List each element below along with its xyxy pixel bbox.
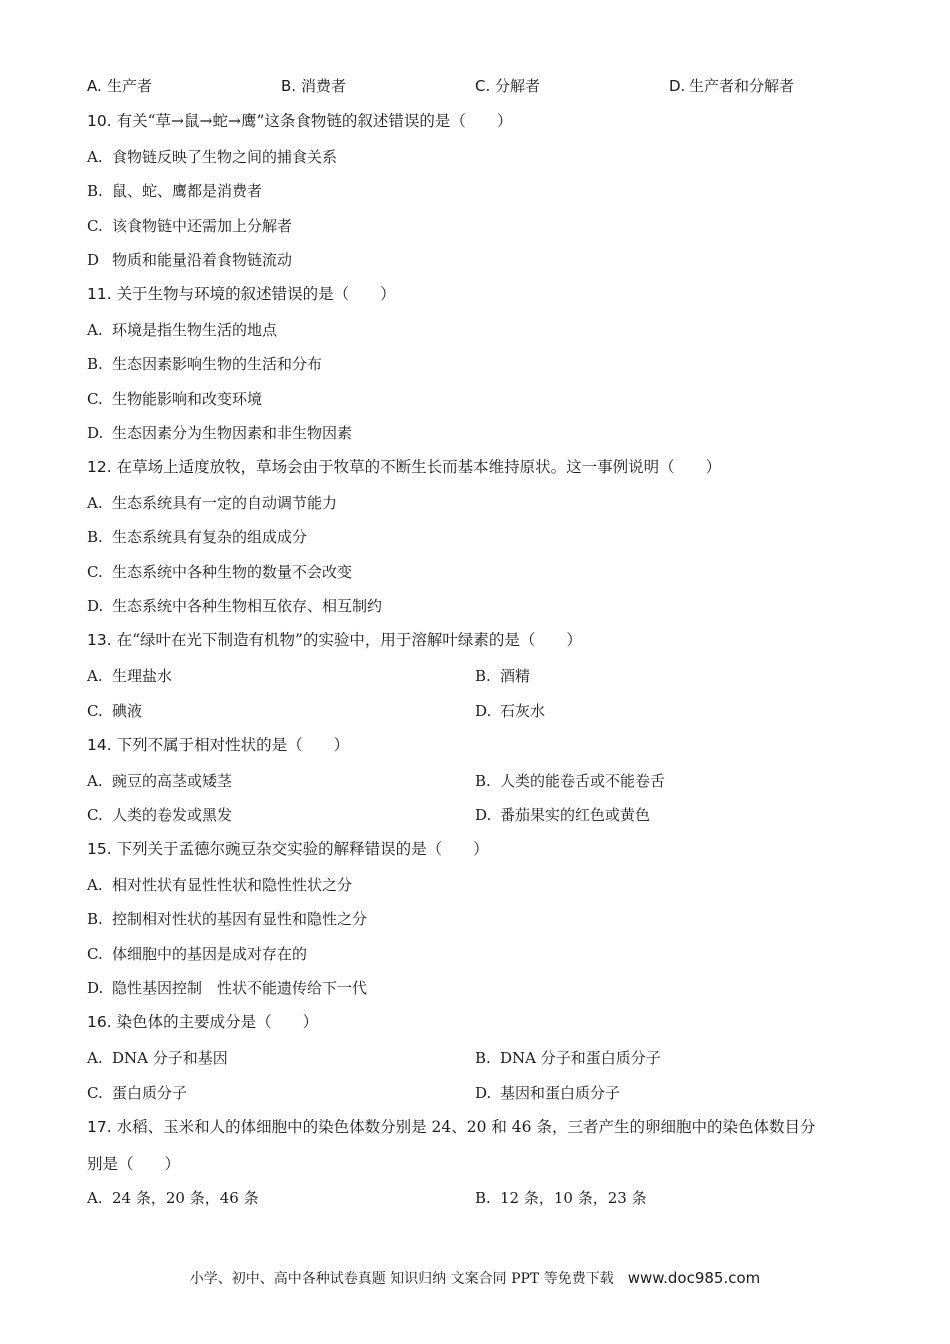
question-number: 17. <box>87 1118 112 1136</box>
option-text: 人类的能卷舌或不能卷舌 <box>500 772 666 790</box>
option-text: 碘液 <box>112 702 143 720</box>
option-label: C. <box>87 806 103 824</box>
q9-option-a <box>87 76 152 96</box>
q11-option-a <box>87 320 277 340</box>
question-number: 10. <box>87 112 112 130</box>
option-text: 鼠、蛇、鹰都是消费者 <box>112 182 263 200</box>
option-text: 生态因素分为生物因素和非生物因素 <box>112 424 353 442</box>
q9-option-d <box>669 76 794 96</box>
q12-option-b <box>87 527 307 547</box>
q15-option-a <box>87 875 352 895</box>
q14-option-b <box>475 771 665 791</box>
question-text: 水稻、玉米和人的体细胞中的染色体数分别是 24、20 和 46 条，三者产生的卵细胞中的染色体数目分 <box>111 1118 816 1136</box>
question-text: 染色体的主要成分是（ ） <box>111 1013 319 1031</box>
option-text: 基因和蛋白质分子 <box>500 1084 621 1102</box>
option-label: A. <box>87 772 103 790</box>
question-text: 有关“草→鼠→蛇→鹰”这条食物链的叙述错误的是（ ） <box>111 112 513 130</box>
option-text: 番茄果实的红色或黄色 <box>500 806 651 824</box>
q14-stem <box>87 735 349 755</box>
q11-option-d <box>87 423 352 443</box>
option-text: 生产者 <box>107 77 153 95</box>
q17-option-b <box>475 1188 647 1208</box>
q14-option-c <box>87 805 232 825</box>
option-text: 隐性基因控制 性状不能遗传给下一代 <box>112 979 368 997</box>
q10-option-b <box>87 181 262 201</box>
option-label: B. <box>87 528 103 546</box>
question-text: 别是（ ） <box>87 1155 181 1173</box>
option-text: DNA 分子和基因 <box>112 1049 228 1067</box>
option-text: 生态系统中各种生物相互依存、相互制约 <box>112 597 383 615</box>
option-text: 生产者和分解者 <box>689 77 795 95</box>
option-text: 物质和能量沿着食物链流动 <box>112 251 293 269</box>
option-label: B. <box>475 772 491 790</box>
option-text: 生态系统具有一定的自动调节能力 <box>112 494 338 512</box>
q12-option-c <box>87 562 352 582</box>
option-label: B. <box>281 77 297 95</box>
q13-option-b <box>475 666 530 686</box>
option-label: B. <box>87 910 103 928</box>
option-text: 12 条，10 条，23 条 <box>500 1189 647 1207</box>
option-label: D. <box>87 979 104 997</box>
option-label: A. <box>87 148 103 166</box>
option-text: 24 条，20 条，46 条 <box>112 1189 259 1207</box>
question-number: 11. <box>87 285 112 303</box>
option-label: B. <box>475 1049 491 1067</box>
option-label: B. <box>87 182 103 200</box>
option-text: 控制相对性状的基因有显性和隐性之分 <box>112 910 368 928</box>
q15-option-d <box>87 978 367 998</box>
option-text: 豌豆的高茎或矮茎 <box>112 772 233 790</box>
option-label: A. <box>87 876 103 894</box>
question-text: 在草场上适度放牧，草场会由于牧草的不断生长而基本维持原状。这一事例说明（ ） <box>111 458 722 476</box>
option-label: B. <box>87 355 103 373</box>
option-label: A. <box>87 77 102 95</box>
option-text: 生物能影响和改变环境 <box>112 390 263 408</box>
q13-stem <box>87 630 582 650</box>
option-label: C. <box>87 217 103 235</box>
question-number: 13. <box>87 631 112 649</box>
option-label: C. <box>87 702 103 720</box>
q9-option-c <box>475 76 540 96</box>
option-label: D. <box>669 77 686 95</box>
option-label: B. <box>475 667 491 685</box>
q16-option-c <box>87 1083 187 1103</box>
option-label: C. <box>87 563 103 581</box>
footer-url[interactable]: www.doc985.com <box>627 1269 761 1287</box>
question-text: 下列不属于相对性状的是（ ） <box>111 736 350 754</box>
q10-stem <box>87 111 512 131</box>
q14-option-d <box>475 805 650 825</box>
option-text: 生态系统具有复杂的组成成分 <box>112 528 308 546</box>
option-label: D. <box>87 597 104 615</box>
option-text: 消费者 <box>301 77 347 95</box>
option-text: 分解者 <box>495 77 541 95</box>
question-number: 14. <box>87 736 112 754</box>
q12-option-d <box>87 596 382 616</box>
option-label: B. <box>475 1189 491 1207</box>
q11-option-b <box>87 354 322 374</box>
q17-stem <box>87 1117 815 1137</box>
q12-option-a <box>87 493 337 513</box>
option-label: D. <box>475 806 492 824</box>
option-label: A. <box>87 1049 103 1067</box>
q16-option-d <box>475 1083 620 1103</box>
option-text: 石灰水 <box>500 702 546 720</box>
option-label: C. <box>87 390 103 408</box>
option-label: C. <box>87 945 103 963</box>
q9-option-b <box>281 76 346 96</box>
option-text: DNA 分子和蛋白质分子 <box>500 1049 661 1067</box>
option-label: D. <box>475 702 492 720</box>
option-label: D. <box>87 424 104 442</box>
q16-stem <box>87 1012 318 1032</box>
option-text: 生理盐水 <box>112 667 173 685</box>
question-text: 在“绿叶在光下制造有机物”的实验中，用于溶解叶绿素的是（ ） <box>111 631 582 649</box>
q14-option-a <box>87 771 232 791</box>
question-number: 12. <box>87 458 112 476</box>
question-number: 16. <box>87 1013 112 1031</box>
option-label: A. <box>87 321 103 339</box>
q17-stem-continued <box>87 1154 180 1174</box>
q15-option-c <box>87 944 307 964</box>
q15-option-b <box>87 909 367 929</box>
q10-option-d <box>87 250 292 270</box>
option-text: 蛋白质分子 <box>112 1084 188 1102</box>
option-text: 生态因素影响生物的生活和分布 <box>112 355 323 373</box>
option-text: 食物链反映了生物之间的捕食关系 <box>112 148 338 166</box>
q17-option-a <box>87 1188 259 1208</box>
option-text: 该食物链中还需加上分解者 <box>112 217 293 235</box>
option-text: 相对性状有显性性状和隐性性状之分 <box>112 876 353 894</box>
q15-stem <box>87 839 489 859</box>
option-label: C. <box>87 1084 103 1102</box>
option-label: A. <box>87 667 103 685</box>
q11-stem <box>87 284 396 304</box>
option-label: D <box>87 251 100 269</box>
question-text: 关于生物与环境的叙述错误的是（ ） <box>111 285 396 303</box>
footer-text: 小学、初中、高中各种试卷真题 知识归纳 文案合同 PPT 等免费下载 <box>189 1271 614 1287</box>
option-label: A. <box>87 494 103 512</box>
option-label: C. <box>475 77 491 95</box>
option-text: 体细胞中的基因是成对存在的 <box>112 945 308 963</box>
option-label: D. <box>475 1084 492 1102</box>
page-footer <box>0 1268 950 1289</box>
q13-option-c <box>87 701 142 721</box>
q13-option-d <box>475 701 545 721</box>
question-number: 15. <box>87 840 112 858</box>
option-text: 酒精 <box>500 667 531 685</box>
q12-stem <box>87 457 721 477</box>
question-text: 下列关于孟德尔豌豆杂交实验的解释错误的是（ ） <box>111 840 489 858</box>
q10-option-a <box>87 147 337 167</box>
q16-option-a <box>87 1048 228 1068</box>
option-label: A. <box>87 1189 103 1207</box>
option-text: 环境是指生物生活的地点 <box>112 321 278 339</box>
q13-option-a <box>87 666 172 686</box>
option-text: 生态系统中各种生物的数量不会改变 <box>112 563 353 581</box>
q10-option-c <box>87 216 292 236</box>
option-text: 人类的卷发或黑发 <box>112 806 233 824</box>
q11-option-c <box>87 389 262 409</box>
q16-option-b <box>475 1048 661 1068</box>
